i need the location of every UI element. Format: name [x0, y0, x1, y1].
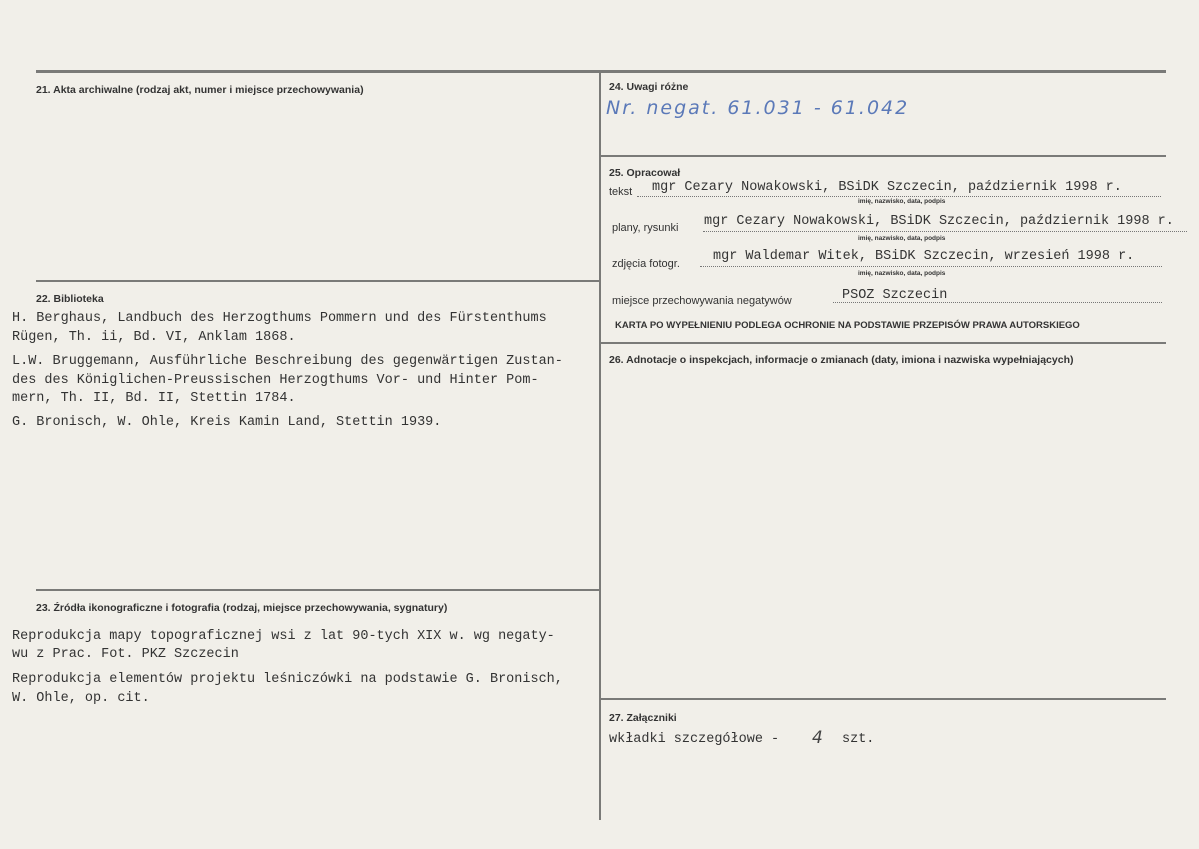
rule-26-27 [600, 698, 1166, 700]
iconography-line: W. Ohle, op. cit. [12, 691, 150, 706]
zdjecia-value: mgr Waldemar Witek, BSiDK Szczecin, wrzesień 1998 r. [713, 249, 1135, 264]
bibliography-line: H. Berghaus, Landbuch des Herzogthums Pommern und des Fürstenthums [12, 311, 547, 326]
rule-24-25 [600, 155, 1166, 157]
section-23-label: 23. Źródła ikonograficzne i fotografia (rodzaj, miejsce przechowywania, sygnatury) [36, 602, 448, 614]
plany-dotted-line [703, 231, 1187, 232]
bibliography-line: des des Königlichen-Preussischen Herzogthums Vor- und Hinter Pom- [12, 373, 539, 388]
plany-label: plany, rysunki [612, 222, 679, 234]
zdjecia-label: zdjęcia fotogr. [612, 258, 680, 270]
section-26-label: 26. Adnotacje o inspekcjach, informacje o zmianach (daty, imiona i nazwiska wypełniających) [609, 354, 1074, 366]
rule-21-22 [36, 280, 600, 282]
zdjecia-sub-caption: imię, nazwisko, data, podpis [858, 270, 946, 277]
center-divider [599, 70, 601, 820]
tekst-dotted-line [637, 196, 1161, 197]
plany-value: mgr Cezary Nowakowski, BSiDK Szczecin, październik 1998 r. [704, 214, 1174, 229]
bibliography-line: Rügen, Th. ii, Bd. VI, Anklam 1868. [12, 330, 296, 345]
iconography-line: Reprodukcja elementów projektu leśniczówki na podstawie G. Bronisch, [12, 672, 563, 687]
zdjecia-dotted-line [700, 266, 1162, 267]
attachments-count-handwriting: 4 [812, 728, 825, 748]
iconography-line: Reprodukcja mapy topograficznej wsi z lat 90-tych XIX w. wg negaty- [12, 629, 555, 644]
tekst-value: mgr Cezary Nowakowski, BSiDK Szczecin, październik 1998 r. [652, 180, 1122, 195]
miejsce-label: miejsce przechowywania negatywów [612, 295, 792, 307]
attachments-unit: szt. [842, 732, 875, 747]
tekst-label: tekst [609, 186, 633, 198]
section-22-label: 22. Biblioteka [36, 293, 104, 305]
section-27-label: 27. Załączniki [609, 712, 677, 724]
section-21-label: 21. Akta archiwalne (rodzaj akt, numer i miejsce przechowywania) [36, 84, 364, 96]
section-24-label: 24. Uwagi różne [609, 81, 689, 93]
tekst-sub-caption: imię, nazwisko, data, podpis [858, 198, 946, 205]
attachments-typed: wkładki szczegółowe - [609, 732, 780, 747]
bibliography-line: G. Bronisch, W. Ohle, Kreis Kamin Land, Stettin 1939. [12, 415, 442, 430]
plany-sub-caption: imię, nazwisko, data, podpis [858, 235, 946, 242]
rule-25-26 [600, 342, 1166, 344]
bibliography-line: mern, Th. II, Bd. II, Stettin 1784. [12, 391, 296, 406]
rule-22-23 [36, 589, 600, 591]
miejsce-value: PSOZ Szczecin [842, 288, 948, 303]
copyright-notice: KARTA PO WYPEŁNIENIU PODLEGA OCHRONIE NA PODSTAWIE PRZEPISÓW PRAWA AUTORSKIEGO [615, 320, 1080, 331]
iconography-line: wu z Prac. Fot. PKZ Szczecin [12, 647, 239, 662]
negative-numbers-handwriting: Nr. negat. 61.031 - 61.042 [606, 97, 910, 119]
top-rule [36, 70, 1166, 73]
section-25-label: 25. Opracował [609, 167, 681, 179]
bibliography-line: L.W. Bruggemann, Ausführliche Beschreibung des gegenwärtigen Zustan- [12, 354, 563, 369]
